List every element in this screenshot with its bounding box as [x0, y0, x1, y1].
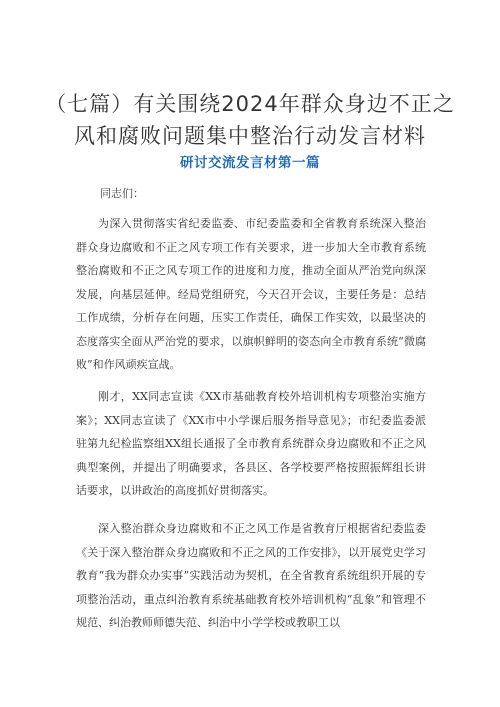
salutation: 同志们： — [100, 187, 144, 200]
document-title-line-2: 风和腐败问题集中整治行动发言材料 — [74, 124, 426, 148]
paragraph-3: 深入整治群众身边腐败和不正之风工作是省教育厅根据省纪委监委《关于深入整治群众身边腐败和不正之风的工作安排》，以开展党史学习教育“我为群众办实事”实践活动为契机，在全省教育系统组织开展的专项整治活动，重点纠治教育系统基础教育校外培训机构“乱象”和管理不规范、纠治教师师德失范、纠治中小学学校或教职工以 — [76, 522, 426, 629]
document-title-line-1: （七篇）有关围绕2024年群众身边不正之 — [45, 92, 455, 116]
paragraph-2: 刚才，XX同志宣读《XX市基础教育校外培训机构专项整治实施方案》；XX同志宣读了《XX市中小学课后服务指导意见》；市纪委监委派驻第九纪检监察组XX组长通报了全市教育系统群众身边腐败和不正之风典型案例，并提出了明确要求，各县区、各学校要严格按照振辉组长讲话要求，以讲政治的高度抓好贯彻落实。 — [76, 390, 426, 497]
document-title — [40, 88, 460, 152]
paragraph-1: 为深入贯彻落实省纪委监委、市纪委监委和全省教育系统深入整治群众身边腐败和不正之风专项工作有关要求，进一步加大全市教育系统整治腐败和不正之风专项工作的进度和力度，推动全面从严治党向纵深发展，向基层延伸。经局党组研究，今天召开会议，主要任务是：总结工作成绩，分析存在问题，压实工作责任，确保工作实效，以最坚决的态度落实全面从严治党的要求，以旗帜鲜明的姿态向全市教育系统“微腐败”和作风顽疾宣战。 — [76, 217, 426, 371]
section-heading: 研讨交流发言材第一篇 — [180, 155, 320, 171]
